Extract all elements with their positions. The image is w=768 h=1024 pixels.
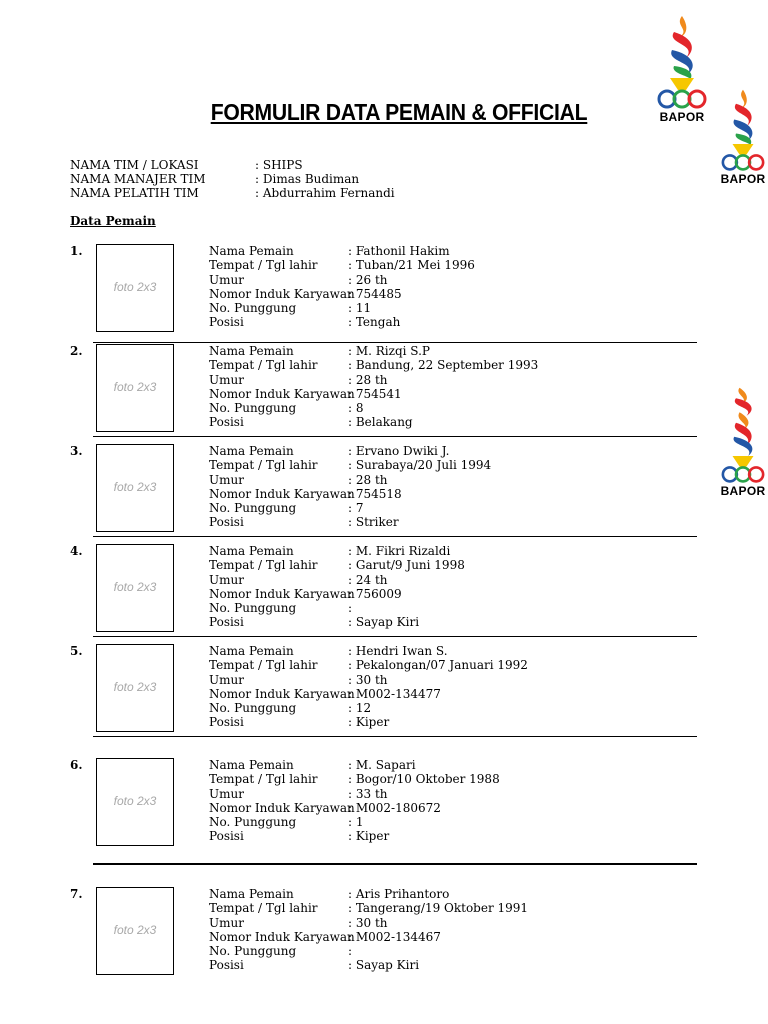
player-number: 7. (70, 887, 83, 901)
player-field-row (209, 701, 528, 715)
player-field-value: : 756009 (348, 586, 402, 601)
photo-placeholder-box (96, 758, 174, 846)
player-field-label: No. Punggung (209, 701, 297, 716)
player-field-value: : Aris Prihantoro (348, 887, 450, 901)
player-field-value: : Kiper (348, 829, 390, 844)
player-field-row (209, 801, 500, 815)
player-field-value: : Kiper (348, 715, 390, 730)
player-field-value: : 30 th (348, 672, 388, 687)
player-number: 1. (70, 244, 83, 258)
team-info-label: NAMA MANAJER TIM (70, 172, 206, 186)
player-number: 2. (70, 344, 83, 358)
player-fields (209, 644, 528, 730)
player-field-row (209, 544, 465, 558)
player-field-value: : M002-134467 (348, 929, 441, 944)
team-info-value: : Dimas Budiman (255, 172, 360, 186)
player-field-value: : M002-180672 (348, 800, 441, 815)
player-fields (209, 244, 475, 330)
team-info-label: NAMA TIM / LOKASI (70, 158, 199, 172)
photo-placeholder-box (96, 244, 174, 332)
player-field-value: : Ervano Dwiki J. (348, 444, 450, 458)
player-entry (0, 444, 768, 544)
player-field-label: Posisi (209, 515, 244, 530)
separator-line (93, 342, 697, 343)
player-field-label: Tempat / Tgl lahir (209, 558, 318, 573)
separator-line (93, 736, 697, 737)
player-field-label: Nomor Induk Karyawan (209, 286, 355, 301)
player-entry (0, 344, 768, 444)
separator-line (93, 863, 697, 865)
player-field-label: Nomor Induk Karyawan (209, 800, 355, 815)
player-field-label: Umur (209, 786, 244, 801)
bapor-logo (713, 386, 768, 498)
player-field-value: : Striker (348, 515, 399, 530)
player-field-value: : (348, 601, 353, 616)
team-info-value: : SHIPS (255, 158, 303, 172)
player-fields (209, 758, 500, 844)
player-field-value: : 12 (348, 701, 372, 716)
player-field-row (209, 615, 465, 629)
player-field-value: : M. Fikri Rizaldi (348, 544, 451, 558)
player-field-row (209, 901, 528, 915)
player-field-label: Posisi (209, 615, 244, 630)
player-field-row (209, 344, 538, 358)
torch-flame-icon (713, 88, 768, 172)
logo-caption: BAPOR (720, 484, 766, 498)
player-field-row (209, 458, 491, 472)
bapor-logo (652, 14, 712, 124)
player-field-label: No. Punggung (209, 501, 297, 516)
photo-placeholder-text: foto 2x3 (113, 580, 157, 594)
player-field-row (209, 301, 475, 315)
player-number: 6. (70, 758, 83, 772)
player-field-row (209, 673, 528, 687)
player-field-label: Posisi (209, 829, 244, 844)
player-field-value: : 24 th (348, 572, 388, 587)
player-field-label: Tempat / Tgl lahir (209, 258, 318, 273)
player-field-label: Tempat / Tgl lahir (209, 458, 318, 473)
player-entry (0, 244, 768, 344)
player-field-label: Nama Pemain (209, 444, 294, 458)
player-field-value: : 7 (348, 501, 364, 516)
player-field-row (209, 687, 528, 701)
player-fields (209, 344, 538, 430)
player-field-label: Nama Pemain (209, 758, 294, 772)
player-field-label: Posisi (209, 958, 244, 973)
separator-line (93, 436, 697, 437)
player-fields (209, 544, 465, 630)
player-field-row (209, 930, 528, 944)
player-field-value: : 754485 (348, 286, 402, 301)
player-field-label: Tempat / Tgl lahir (209, 358, 318, 373)
photo-placeholder-box (96, 344, 174, 432)
torch-flame-icon (652, 14, 712, 110)
player-field-row (209, 244, 475, 258)
player-field-row (209, 944, 528, 958)
player-field-value: : M. Sapari (348, 758, 416, 772)
player-fields (209, 887, 528, 973)
player-field-label: Nomor Induk Karyawan (209, 929, 355, 944)
player-field-label: No. Punggung (209, 944, 297, 959)
player-field-label: Tempat / Tgl lahir (209, 901, 318, 916)
photo-placeholder-text: foto 2x3 (113, 923, 157, 937)
player-field-label: Posisi (209, 315, 244, 330)
player-field-value: : Belakang (348, 415, 413, 430)
player-field-row (209, 658, 528, 672)
player-field-row (209, 287, 475, 301)
player-field-value: : Bogor/10 Oktober 1988 (348, 772, 500, 787)
photo-placeholder-text: foto 2x3 (113, 794, 157, 808)
player-field-label: Nama Pemain (209, 887, 294, 901)
player-field-value: : Pekalongan/07 Januari 1992 (348, 658, 528, 673)
player-field-label: Nomor Induk Karyawan (209, 486, 355, 501)
player-field-value: : M. Rizqi S.P (348, 344, 430, 358)
player-field-value: : 8 (348, 401, 364, 416)
player-field-label: Tempat / Tgl lahir (209, 772, 318, 787)
player-field-value: : 26 th (348, 272, 388, 287)
player-field-label: No. Punggung (209, 815, 297, 830)
player-number: 3. (70, 444, 83, 458)
player-field-value: : Sayap Kiri (348, 958, 420, 973)
player-field-row (209, 815, 500, 829)
player-field-value: : 1 (348, 815, 364, 830)
player-number: 4. (70, 544, 83, 558)
logo-caption: BAPOR (659, 110, 705, 124)
player-field-label: Umur (209, 572, 244, 587)
player-entry (0, 758, 768, 858)
separator-line (93, 536, 697, 537)
player-field-value: : 754518 (348, 486, 402, 501)
player-field-value: : 33 th (348, 786, 388, 801)
photo-placeholder-text: foto 2x3 (113, 280, 157, 294)
player-field-value: : 754541 (348, 386, 402, 401)
player-field-label: Posisi (209, 715, 244, 730)
player-field-row (209, 644, 528, 658)
player-entry (0, 544, 768, 644)
player-field-label: Tempat / Tgl lahir (209, 658, 318, 673)
player-field-value: : 28 th (348, 372, 388, 387)
player-fields (209, 444, 491, 530)
player-field-value: : 11 (348, 301, 372, 316)
player-field-label: No. Punggung (209, 401, 297, 416)
team-info-value: : Abdurrahim Fernandi (255, 186, 395, 200)
player-field-label: Nomor Induk Karyawan (209, 586, 355, 601)
player-field-row (209, 772, 500, 786)
team-info-row (70, 172, 359, 187)
player-field-row (209, 558, 465, 572)
player-field-row (209, 273, 475, 287)
player-field-row (209, 501, 491, 515)
player-entry (0, 644, 768, 744)
player-field-label: Nomor Induk Karyawan (209, 686, 355, 701)
player-field-value: : 28 th (348, 472, 388, 487)
player-field-value: : (348, 944, 353, 959)
photo-placeholder-text: foto 2x3 (113, 680, 157, 694)
photo-placeholder-text: foto 2x3 (113, 480, 157, 494)
player-number: 5. (70, 644, 83, 658)
player-field-row (209, 758, 500, 772)
bapor-logo (713, 88, 768, 186)
player-field-value: : Fathonil Hakim (348, 244, 450, 258)
player-field-row (209, 916, 528, 930)
player-field-value: : Tangerang/19 Oktober 1991 (348, 901, 529, 916)
player-field-row (209, 487, 491, 501)
player-field-row (209, 601, 465, 615)
logo-caption: BAPOR (720, 172, 766, 186)
player-field-value: : 30 th (348, 915, 388, 930)
player-field-row (209, 373, 538, 387)
player-field-row (209, 515, 491, 529)
player-field-row (209, 258, 475, 272)
player-field-value: : Garut/9 Juni 1998 (348, 558, 465, 573)
player-entry (0, 887, 768, 987)
photo-placeholder-box (96, 644, 174, 732)
photo-placeholder-box (96, 887, 174, 975)
team-info-label: NAMA PELATIH TIM (70, 186, 199, 200)
player-field-row (209, 444, 491, 458)
player-field-label: Umur (209, 372, 244, 387)
player-field-row (209, 358, 538, 372)
player-field-value: : Sayap Kiri (348, 615, 420, 630)
player-field-label: Nama Pemain (209, 244, 294, 258)
player-field-row (209, 829, 500, 843)
torch-flame-icon (713, 386, 768, 484)
player-field-value: : Bandung, 22 September 1993 (348, 358, 539, 373)
player-field-row (209, 573, 465, 587)
player-field-value: : Hendri Iwan S. (348, 644, 448, 658)
player-field-row (209, 473, 491, 487)
player-field-label: Umur (209, 272, 244, 287)
photo-placeholder-text: foto 2x3 (113, 380, 157, 394)
player-field-label: No. Punggung (209, 601, 297, 616)
player-field-label: Nama Pemain (209, 644, 294, 658)
team-info-row (70, 186, 395, 201)
player-field-label: Umur (209, 915, 244, 930)
player-field-label: Nama Pemain (209, 344, 294, 358)
form-title: FORMULIR DATA PEMAIN & OFFICIAL (210, 99, 588, 125)
section-title: Data Pemain (70, 214, 156, 228)
player-field-row (209, 587, 465, 601)
player-field-row (209, 415, 538, 429)
player-field-row (209, 315, 475, 329)
photo-placeholder-box (96, 544, 174, 632)
player-field-row (209, 715, 528, 729)
player-field-label: Umur (209, 472, 244, 487)
player-field-value: : Tengah (348, 315, 401, 330)
player-field-label: Posisi (209, 415, 244, 430)
player-field-value: : M002-134477 (348, 686, 441, 701)
player-field-label: No. Punggung (209, 301, 297, 316)
player-field-label: Nama Pemain (209, 544, 294, 558)
player-field-row (209, 787, 500, 801)
player-field-row (209, 387, 538, 401)
player-field-row (209, 887, 528, 901)
separator-line (93, 636, 697, 637)
player-field-row (209, 401, 538, 415)
team-info-row (70, 158, 303, 173)
player-field-value: : Tuban/21 Mei 1996 (348, 258, 475, 273)
player-field-label: Nomor Induk Karyawan (209, 386, 355, 401)
photo-placeholder-box (96, 444, 174, 532)
player-field-label: Umur (209, 672, 244, 687)
player-field-value: : Surabaya/20 Juli 1994 (348, 458, 492, 473)
player-field-row (209, 958, 528, 972)
